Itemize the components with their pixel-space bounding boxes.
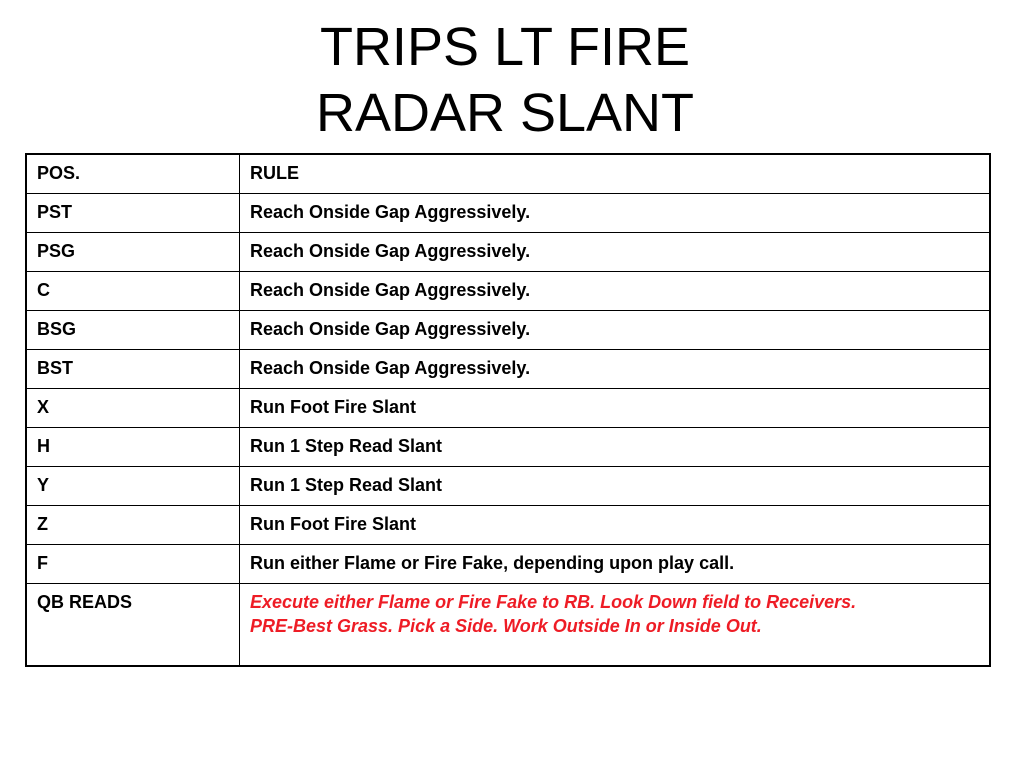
slide-title [0,14,1010,146]
qb-rule-line1: Execute either Flame or Fire Fake to RB. Look Down field to Receivers. [250,592,857,612]
pos-cell: Z [26,506,240,545]
table-row [26,350,990,389]
pos-cell: X [26,389,240,428]
rule-cell: Run either Flame or Fire Fake, depending upon play call. [240,545,991,584]
table-row [26,272,990,311]
rule-cell: Run 1 Step Read Slant [240,428,991,467]
slide-title-line2: RADAR SLANT [315,83,695,143]
rule-cell: Reach Onside Gap Aggressively. [240,311,991,350]
pos-cell: BST [26,350,240,389]
table-row [26,194,990,233]
rules-table [25,153,991,667]
rule-cell: Reach Onside Gap Aggressively. [240,233,991,272]
table-row [26,389,990,428]
header-pos-cell: POS. [26,154,240,194]
header-rule-cell: RULE [240,154,991,194]
table-row [26,233,990,272]
table-row-qb-reads [26,584,990,667]
rule-cell: Reach Onside Gap Aggressively. [240,194,991,233]
table-header-row [26,154,990,194]
pos-cell: PSG [26,233,240,272]
pos-cell: BSG [26,311,240,350]
qb-rule-cell [240,584,991,667]
table-row [26,311,990,350]
table-row [26,467,990,506]
rule-cell: Reach Onside Gap Aggressively. [240,272,991,311]
rule-cell: Run Foot Fire Slant [240,389,991,428]
rule-cell: Run Foot Fire Slant [240,506,991,545]
rule-cell: Reach Onside Gap Aggressively. [240,350,991,389]
table-row [26,545,990,584]
table-row [26,428,990,467]
pos-cell: QB READS [26,584,240,667]
pos-cell: H [26,428,240,467]
qb-rule-line2: PRE-Best Grass. Pick a Side. Work Outside In or Inside Out. [250,616,762,636]
pos-cell: F [26,545,240,584]
pos-cell: PST [26,194,240,233]
rule-cell: Run 1 Step Read Slant [240,467,991,506]
pos-cell: Y [26,467,240,506]
slide-title-line1: TRIPS LT FIRE [319,17,691,77]
table-row [26,506,990,545]
pos-cell: C [26,272,240,311]
